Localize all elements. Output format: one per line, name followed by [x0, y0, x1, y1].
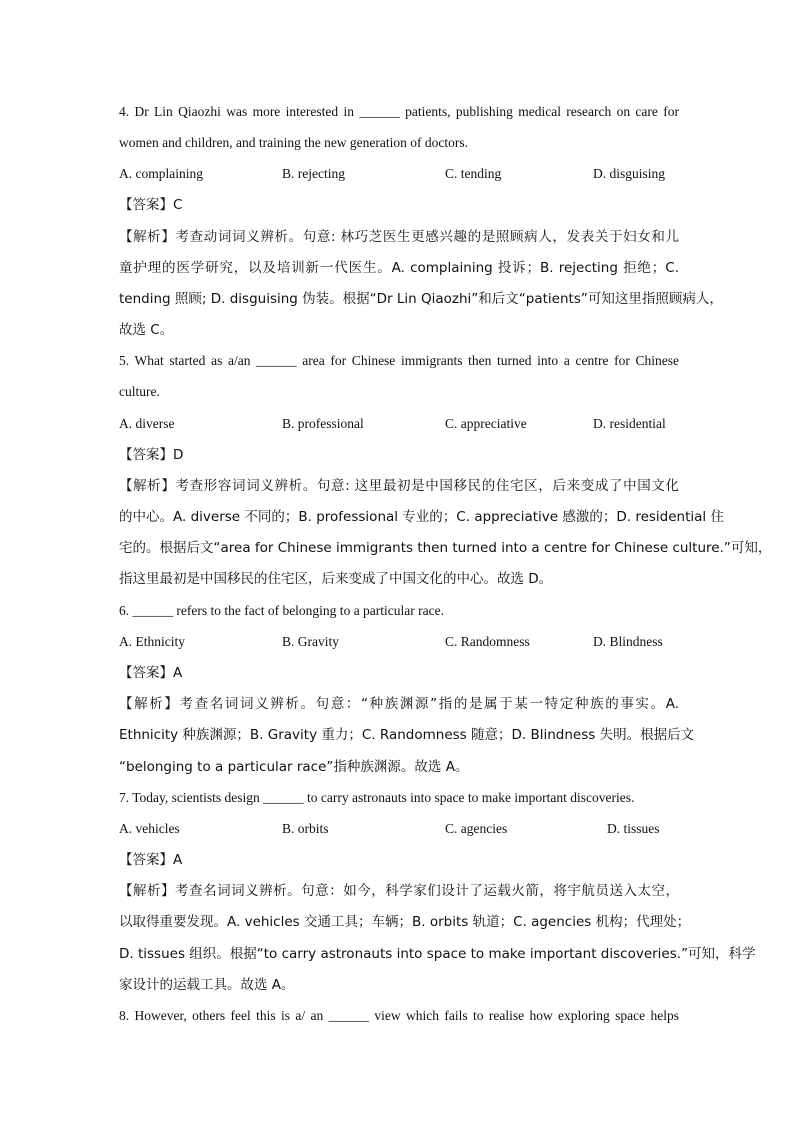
q4-analysis-line-3: tending 照顾; D. disguising 伪装。根据“Dr Lin Qiaozhi”和后文“patients”可知这里指照顾病人， [119, 291, 723, 307]
q4-analysis-line-1: 【解析】考查动词词义辨析。句意: 林巧芝医生更感兴趣的是照顾病人，发表关于妇女和儿 [119, 229, 679, 245]
q6-option-d: D. Blindness [593, 634, 663, 649]
q4-stem-line-2: women and children, and training the new generation of doctors. [119, 135, 469, 150]
q5-analysis-line-4: 指这里最初是中国移民的住宅区，后来变成了中国文化的中心。故选 D。 [119, 571, 553, 587]
q4-answer: 【答案】C [119, 197, 183, 213]
q6-stem-line-1: 6. ______ refers to the fact of belonging to a particular race. [119, 603, 444, 618]
q4-analysis-line-2: 童护理的医学研究，以及培训新一代医生。A. complaining 投诉；B. rejecting 拒绝；C. [119, 260, 679, 276]
q5-answer: 【答案】D [119, 447, 184, 463]
q4-option-d: D. disguising [593, 166, 666, 181]
q7-analysis-line-4: 家设计的运载工具。故选 A。 [119, 977, 295, 993]
q7-answer: 【答案】A [119, 852, 183, 868]
q7-stem-line-1: 7. Today, scientists design ______ to carry astronauts into space to make important discoveries. [119, 790, 635, 805]
q5-stem-line-2: culture. [119, 384, 160, 399]
q7-analysis-line-3: D. tissues 组织。根据“to carry astronauts into space to make important discoveries.”可知，科学 [119, 946, 756, 962]
q6-option-b: B. Gravity [282, 634, 339, 649]
q5-option-c: C. appreciative [445, 416, 527, 431]
q5-option-a: A. diverse [119, 416, 175, 431]
q5-stem-line-1: 5. What started as a/an ______ area for Chinese immigrants then turned into a centre for Chinese [119, 353, 679, 368]
q6-analysis-line-1: 【解析】考查名词词义辨析。句意：“种族渊源”指的是属于某一特定种族的事实。A. [119, 696, 679, 712]
q7-options [119, 819, 679, 839]
q6-analysis-line-2: Ethnicity 种族渊源；B. Gravity 重力；C. Randomness 随意；D. Blindness 失明。根据后文 [119, 727, 695, 743]
q5-analysis-line-2: 的中心。A. diverse 不同的；B. professional 专业的；C. appreciative 感激的；D. residential 住 [119, 509, 724, 525]
q7-option-d: D. tissues [607, 821, 660, 836]
q4-options [119, 164, 679, 184]
q5-analysis-line-1: 【解析】考查形容词词义辨析。句意: 这里最初是中国移民的住宅区，后来变成了中国文化 [119, 478, 679, 494]
q8-stem-line-1: 8. However, others feel this is a/ an ______ view which fails to realise how exploring space helps [119, 1008, 679, 1023]
q6-option-c: C. Randomness [445, 634, 530, 649]
q5-option-b: B. professional [282, 416, 364, 431]
q4-option-c: C. tending [445, 166, 502, 181]
q4-option-b: B. rejecting [282, 166, 345, 181]
q7-analysis-line-2: 以取得重要发现。A. vehicles 交通工具；车辆；B. orbits 轨道；C. agencies 机构；代理处； [119, 914, 691, 930]
q5-option-d: D. residential [593, 416, 666, 431]
q6-analysis-line-3: “belonging to a particular race”指种族渊源。故选 A。 [119, 759, 469, 775]
q7-option-b: B. orbits [282, 821, 329, 836]
q7-option-a: A. vehicles [119, 821, 180, 836]
q5-options [119, 414, 679, 434]
q7-analysis-line-1: 【解析】考查名词词义辨析。句意：如今，科学家们设计了运载火箭，将宇航员送入太空， [119, 883, 679, 899]
q4-analysis-line-4: 故选 C。 [119, 322, 174, 338]
q5-analysis-line-3: 宅的。根据后文“area for Chinese immigrants then turned into a centre for Chinese culture.”可知， [119, 540, 772, 556]
q4-stem-line-1: 4. Dr Lin Qiaozhi was more interested in ______ patients, publishing medical research on care for [119, 104, 679, 119]
q6-answer: 【答案】A [119, 665, 183, 681]
q6-options [119, 632, 679, 652]
q6-option-a: A. Ethnicity [119, 634, 185, 649]
q4-option-a: A. complaining [119, 166, 203, 181]
q7-option-c: C. agencies [445, 821, 508, 836]
